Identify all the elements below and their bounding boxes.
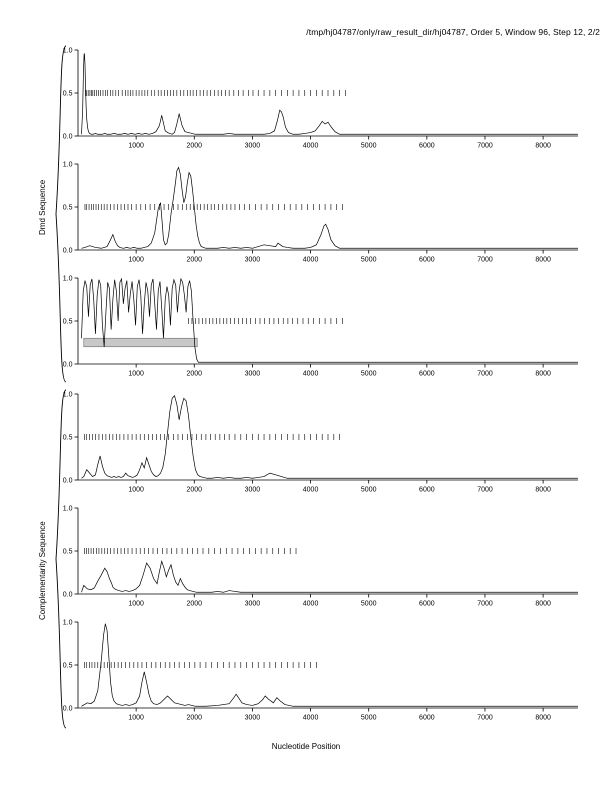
x-tick-label: 3000 (244, 714, 261, 722)
x-tick-label: 6000 (419, 600, 435, 608)
y-tick-label: 0.5 (62, 204, 73, 212)
x-tick-label: 3000 (244, 600, 261, 608)
x-tick-label: 1000 (128, 486, 144, 494)
marker-row (84, 548, 296, 554)
x-tick-label: 6000 (419, 256, 435, 264)
panel-1 (62, 44, 578, 154)
x-tick-label: 3000 (244, 256, 261, 264)
panel-5 (62, 502, 578, 612)
y-tick-label: 1.0 (62, 619, 73, 627)
x-tick-label: 5000 (360, 256, 377, 264)
panel-1-plot (62, 44, 578, 154)
x-tick-label: 7000 (477, 600, 493, 608)
x-tick-label: 1000 (128, 600, 144, 608)
y-tick-label: 0.5 (62, 434, 73, 442)
x-tick-label: 7000 (477, 256, 493, 264)
x-tick-label: 7000 (477, 486, 493, 494)
x-tick-label: 5000 (360, 486, 377, 494)
x-tick-label: 2000 (186, 600, 203, 608)
marker-row (86, 90, 346, 96)
x-tick-label: 6000 (419, 486, 435, 494)
x-tick-label: 5000 (360, 142, 377, 150)
x-tick-label: 2000 (186, 256, 203, 264)
panel-4 (62, 388, 578, 498)
ylabel-dmd-sequence: Dmd Sequence (38, 179, 47, 235)
y-tick-label: 0.5 (62, 318, 73, 326)
x-tick-label: 8000 (535, 256, 551, 264)
x-tick-label: 3000 (244, 486, 261, 494)
x-tick-label: 7000 (477, 714, 493, 722)
x-tick-label: 7000 (477, 370, 493, 378)
x-tick-label: 1000 (128, 370, 144, 378)
x-tick-label: 3000 (244, 370, 261, 378)
panel-2-plot (62, 158, 578, 268)
panel-6 (62, 616, 578, 726)
series-line (81, 561, 578, 592)
x-tick-label: 2000 (186, 142, 203, 150)
panel-4-plot (62, 388, 578, 498)
y-tick-label: 1.0 (62, 391, 73, 399)
y-tick-label: 0.0 (62, 361, 73, 369)
panel-3 (62, 272, 578, 382)
y-tick-label: 0.0 (62, 133, 73, 141)
x-tick-label: 8000 (535, 714, 551, 722)
marker-row (85, 204, 343, 210)
highlight-band (84, 338, 197, 347)
x-tick-label: 8000 (535, 142, 551, 150)
x-tick-label: 5000 (360, 370, 377, 378)
x-tick-label: 2000 (186, 486, 203, 494)
x-tick-label: 2000 (186, 370, 203, 378)
y-tick-label: 0.5 (62, 90, 73, 98)
y-tick-label: 1.0 (62, 161, 73, 169)
x-tick-label: 4000 (302, 486, 319, 494)
series-line (81, 167, 578, 248)
series-line (81, 53, 578, 134)
x-tick-label: 4000 (302, 142, 319, 150)
marker-row (84, 434, 339, 440)
x-tick-label: 6000 (419, 370, 435, 378)
marker-row (188, 318, 342, 324)
panel-6-plot (62, 616, 578, 726)
y-tick-label: 0.0 (62, 705, 73, 713)
x-tick-label: 4000 (302, 256, 319, 264)
panel-3-plot (62, 272, 578, 382)
x-tick-label: 2000 (186, 714, 203, 722)
x-tick-label: 6000 (419, 714, 435, 722)
series-line (81, 396, 578, 479)
x-tick-label: 4000 (302, 370, 319, 378)
y-tick-label: 0.5 (62, 548, 73, 556)
panel-5-plot (62, 502, 578, 612)
y-tick-label: 1.0 (62, 505, 73, 513)
xaxis-label: Nucleotide Position (271, 742, 341, 751)
x-tick-label: 8000 (535, 600, 551, 608)
x-tick-label: 5000 (360, 714, 377, 722)
ylabel-complementarity-sequence: Complementarity Sequence (38, 521, 47, 620)
y-tick-label: 0.0 (62, 477, 73, 485)
figure-title: /tmp/hj04787/only/raw_result_dir/hj04787, Order 5, Window 96, Step 12, 2/2 (306, 27, 600, 37)
y-tick-label: 1.0 (62, 275, 73, 283)
x-tick-label: 7000 (477, 142, 493, 150)
x-tick-label: 6000 (419, 142, 435, 150)
x-tick-label: 1000 (128, 142, 144, 150)
x-tick-label: 8000 (535, 486, 551, 494)
y-tick-label: 0.0 (62, 591, 73, 599)
x-tick-label: 1000 (128, 256, 144, 264)
x-tick-label: 8000 (535, 370, 551, 378)
y-tick-label: 1.0 (62, 47, 73, 55)
x-tick-label: 4000 (302, 600, 319, 608)
x-tick-label: 3000 (244, 142, 261, 150)
y-tick-label: 0.5 (62, 662, 73, 670)
x-tick-label: 4000 (302, 714, 319, 722)
series-line (81, 279, 578, 362)
y-tick-label: 0.0 (62, 247, 73, 255)
x-tick-label: 5000 (360, 600, 377, 608)
panel-2 (62, 158, 578, 268)
marker-row (84, 662, 316, 668)
x-tick-label: 1000 (128, 714, 144, 722)
